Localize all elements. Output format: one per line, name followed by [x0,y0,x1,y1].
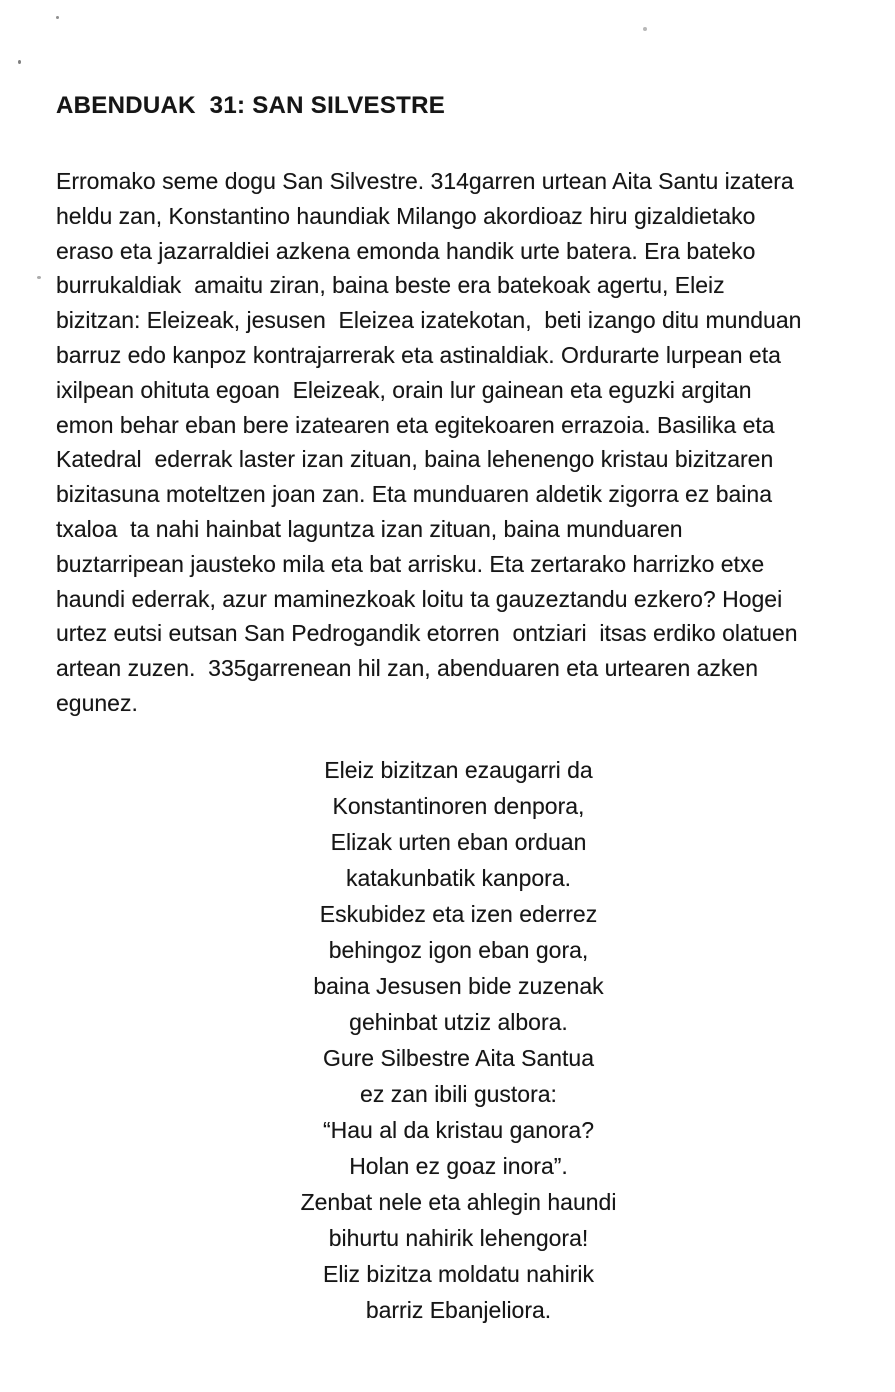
poem-line: Elizak urten eban orduan [330,829,587,855]
poem-line: “Hau al da kristau ganora? [322,1117,595,1143]
paragraph-line: egunez. [56,689,138,716]
poem-line: baina Jesusen bide zuzenak [313,973,604,999]
poem-line: barriz Ebanjeliora. [365,1297,552,1323]
scan-speck [37,276,41,279]
poem-line: Zenbat nele eta ahlegin haundi [300,1189,617,1215]
poem-block [56,752,861,1328]
scan-speck [18,60,21,64]
poem-line: katakunbatik kanpora. [345,865,572,891]
paragraph-line: Erromako seme dogu San Silvestre. 314garren urtean Aita Santu izatera [56,168,794,194]
poem-line: bihurtu nahirik lehengora! [328,1225,589,1251]
paragraph-line: eraso eta jazarraldiei azkena emonda handik urte batera. Era bateko [56,237,756,264]
paragraph-line: urtez eutsi eutsan San Pedrogandik etorren ontziari itsas erdiko olatuen [56,620,798,647]
paragraph-line: burrukaldiak amaitu ziran, baina beste era batekoak agertu, Eleiz [56,272,725,299]
paragraph-line: heldu zan, Konstantino haundiak Milango akordioaz hiru gizaldietako [56,202,756,229]
poem-line: gehinbat utziz albora. [349,1009,568,1035]
scan-speck [643,27,647,31]
paragraph-line: artean zuzen. 335garrenean hil zan, abenduaren eta urtearen azken [56,655,759,682]
scan-speck [56,16,59,19]
poem-line: Gure Silbestre Aita Santua [322,1045,595,1071]
paragraph-line: barruz edo kanpoz kontrajarrerak eta astinaldiak. Ordurarte lurpean eta [56,341,781,368]
paragraph-line: haundi ederrak, azur maminezkoak loitu ta gauzeztandu ezkero? Hogei [56,585,783,612]
poem-line: ez zan ibili gustora: [360,1081,557,1107]
poem-line: Konstantinoren denpora, [332,793,585,819]
page-title: ABENDUAK 31: SAN SILVESTRE [56,92,446,119]
poem-line: Eliz bizitza moldatu nahirik [322,1261,594,1287]
poem-line: Eleiz bizitzan ezaugarri da [324,757,593,783]
paragraph-line: bizitasuna moteltzen joan zan. Eta munduaren aldetik zigorra ez baina [56,481,772,508]
paragraph-line: txaloa ta nahi hainbat laguntza izan zituan, baina munduaren [56,515,683,542]
paragraph-line: bizitzan: Eleizeak, jesusen Eleizea izatekotan, beti izango ditu munduan [56,307,802,334]
poem-line: Eskubidez eta izen ederrez [319,901,598,927]
paragraph-line: Katedral ederrak laster izan zituan, baina lehenengo kristau bizitzaren [56,446,774,473]
paragraph-line: ixilpean ohituta egoan Eleizeak, orain lur gainean eta eguzki argitan [56,376,752,403]
paragraph-line: buztarripean jausteko mila eta bat arrisku. Eta zertarako harrizko etxe [56,550,765,577]
poem-line: Holan ez goaz inora”. [349,1153,568,1179]
paragraph-line: emon behar eban bere izatearen eta egitekoaren errazoia. Basilika eta [56,411,775,438]
poem-line: behingoz igon eban gora, [328,937,589,963]
body-paragraph [56,164,861,721]
